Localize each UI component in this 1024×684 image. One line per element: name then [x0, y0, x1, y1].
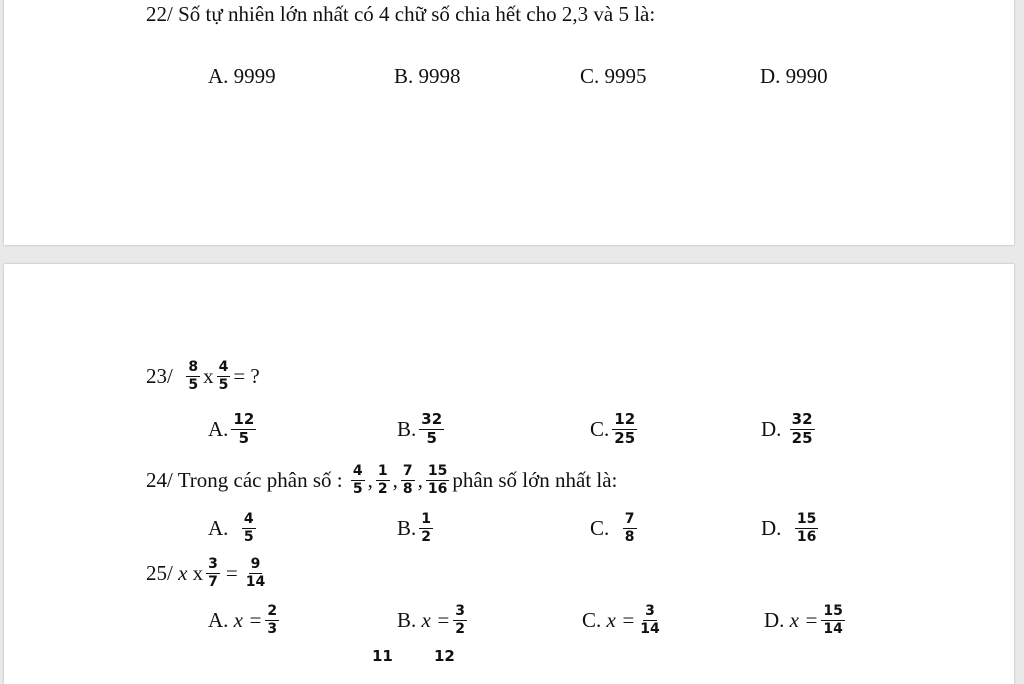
question-23 [146, 360, 260, 392]
q23-option-a[interactable] [208, 412, 259, 447]
numerator: 12 [233, 410, 255, 428]
numerator: 15 [823, 603, 843, 619]
option-expression: x = [421, 607, 451, 632]
denominator: 5 [352, 480, 363, 497]
q22-option-c[interactable] [580, 64, 647, 89]
q25-option-a[interactable] [208, 604, 282, 636]
fraction [638, 604, 661, 636]
option-expression: x = [606, 607, 636, 632]
option-value: 9990 [785, 64, 828, 88]
numerator: 8 [188, 359, 199, 375]
fraction [351, 464, 365, 496]
numerator: 1 [377, 463, 388, 479]
fraction [244, 557, 267, 589]
option-expression: x = [789, 607, 819, 632]
numerator: 7 [402, 463, 413, 479]
q25-option-d[interactable] [764, 604, 848, 636]
fraction [419, 412, 444, 447]
q22-option-b[interactable] [394, 64, 461, 89]
numerator: 3 [208, 556, 218, 572]
multiply-sign: x [203, 363, 214, 388]
denominator: 5 [426, 428, 437, 447]
question-number: 25/ [146, 560, 173, 585]
equals-sign: = [225, 560, 238, 585]
denominator: 2 [421, 528, 432, 545]
option-value: 9999 [233, 64, 276, 88]
fraction [612, 412, 637, 447]
option-value: 9995 [604, 64, 647, 88]
equals-question: = ? [233, 363, 260, 388]
q25-option-c[interactable] [582, 604, 665, 636]
denominator: 25 [791, 428, 813, 447]
fraction [401, 464, 415, 496]
denominator: 5 [188, 376, 199, 393]
option-label: C. [580, 64, 600, 88]
fraction [206, 557, 220, 589]
q23-option-d[interactable] [761, 412, 818, 447]
denominator: 14 [640, 620, 660, 637]
q26-partial-fraction-a: 11 [372, 647, 393, 665]
q24-option-a[interactable] [208, 512, 259, 544]
question-22-text: 22/ Số tự nhiên lớn nhất có 4 chữ số chia hết cho 2,3 và 5 là: [146, 2, 656, 26]
fraction [426, 464, 449, 496]
option-label: B. [397, 416, 417, 441]
denominator: 8 [402, 480, 413, 497]
fraction [265, 604, 279, 636]
numerator: 7 [624, 511, 635, 527]
fraction [376, 464, 390, 496]
option-label: A. [208, 416, 229, 441]
numerator: 3 [455, 603, 466, 619]
question-24 [146, 464, 617, 496]
page-top [4, 0, 1014, 245]
fraction [453, 604, 467, 636]
q22-option-d[interactable] [760, 64, 828, 89]
option-label: C. [590, 416, 610, 441]
comma: , [417, 467, 423, 492]
numerator: 32 [791, 410, 813, 428]
variable-x: x [178, 560, 188, 585]
fraction [795, 512, 818, 544]
fraction [821, 604, 844, 636]
comma: , [367, 467, 373, 492]
q24-option-d[interactable] [761, 512, 821, 544]
multiply-sign: x [192, 560, 204, 585]
numerator: 12 [614, 410, 636, 428]
q24-option-c[interactable] [590, 512, 640, 544]
fraction [231, 412, 256, 447]
denominator: 14 [823, 620, 843, 637]
option-expression: x = [233, 607, 263, 632]
denominator: 3 [267, 620, 278, 637]
numerator: 1 [421, 511, 432, 527]
option-label: D. [761, 416, 782, 441]
fraction [217, 360, 231, 392]
numerator: 4 [352, 463, 363, 479]
question-number: 23/ [146, 363, 173, 388]
question-24-prefix: 24/ Trong các phân số : [146, 467, 343, 492]
option-label: C. [590, 515, 610, 540]
option-label: D. [760, 64, 781, 88]
question-24-suffix: phân số lớn nhất là: [452, 467, 618, 492]
denominator: 2 [377, 480, 388, 497]
option-label: D. [764, 607, 785, 632]
numerator: 15 [427, 463, 448, 479]
denominator: 14 [245, 573, 266, 590]
q24-option-b[interactable] [397, 512, 436, 544]
option-label: C. [582, 607, 602, 632]
page-bottom [4, 264, 1014, 684]
q25-option-b[interactable] [397, 604, 470, 636]
numerator: 4 [243, 511, 254, 527]
denominator: 5 [243, 528, 254, 545]
q23-option-c[interactable] [590, 412, 640, 447]
option-label: B. [394, 64, 414, 88]
fraction [186, 360, 200, 392]
fraction [623, 512, 637, 544]
option-value: 9998 [418, 64, 461, 88]
option-label: B. [397, 515, 417, 540]
denominator: 5 [238, 428, 250, 447]
numerator: 4 [218, 359, 229, 375]
numerator: 32 [421, 410, 443, 428]
denominator: 8 [624, 528, 635, 545]
denominator: 25 [614, 428, 636, 447]
q23-option-b[interactable] [397, 412, 447, 447]
denominator: 2 [455, 620, 466, 637]
comma: , [392, 467, 398, 492]
question-25 [146, 557, 270, 589]
denominator: 16 [427, 480, 448, 497]
option-label: B. [397, 607, 417, 632]
option-label: D. [761, 515, 782, 540]
fraction [790, 412, 815, 447]
fraction [242, 512, 256, 544]
denominator: 16 [796, 528, 817, 545]
q22-option-a[interactable] [208, 64, 276, 89]
numerator: 2 [267, 603, 278, 619]
q26-partial-fraction-b: 12 [434, 647, 455, 665]
numerator: 3 [645, 603, 655, 619]
option-label: A. [208, 64, 229, 88]
option-label: A. [208, 607, 229, 632]
denominator: 7 [208, 573, 218, 590]
numerator: 9 [250, 556, 261, 572]
option-label: A. [208, 515, 229, 540]
denominator: 5 [218, 376, 229, 393]
numerator: 15 [796, 511, 817, 527]
fraction [419, 512, 433, 544]
